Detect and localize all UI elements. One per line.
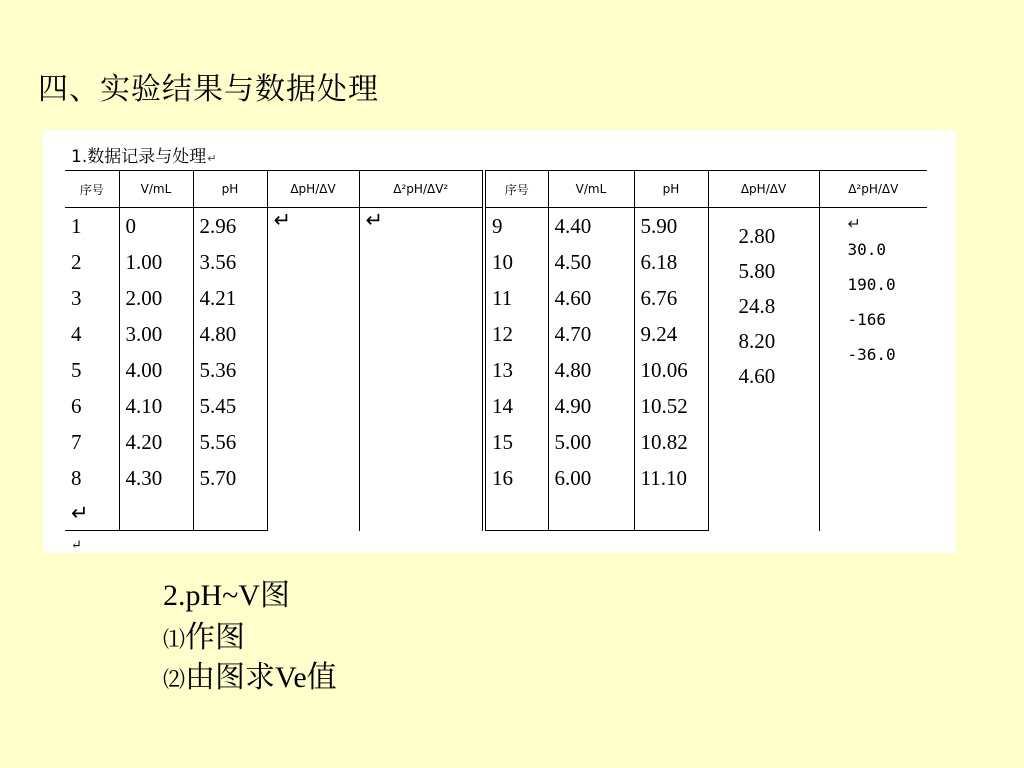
slide-title: 四、实验结果与数据处理 — [38, 72, 379, 107]
table-cell: ↵ — [267, 208, 359, 531]
table-cell: 6.76 — [634, 280, 708, 316]
table-cell: 10.06 — [634, 352, 708, 388]
header-cell: 序号 — [484, 171, 548, 208]
table-cell: 0 — [119, 208, 193, 245]
table-cell: 4.90 — [548, 388, 634, 424]
table-cell: ↵ — [359, 208, 484, 531]
table-cell: 4.00 — [119, 352, 193, 388]
table-cell: 4.50 — [548, 244, 634, 280]
table-cell: 5.00 — [548, 424, 634, 460]
table-cell: 4.80 — [193, 316, 267, 352]
table-cell: 4.20 — [119, 424, 193, 460]
table-cell: 7 — [65, 424, 119, 460]
header-cell: pH — [193, 171, 267, 208]
header-cell: ΔpH/ΔV — [708, 171, 819, 208]
table-cell: 4.60 — [548, 280, 634, 316]
data-table — [65, 170, 927, 531]
second-derivative-value: -36.0 — [847, 345, 896, 364]
item-text: 作图 — [185, 621, 246, 654]
first-derivative-cell — [708, 208, 819, 531]
first-derivative-value: 24.8 — [738, 294, 776, 318]
second-derivative-cell — [819, 208, 927, 531]
table-cell: 5.45 — [193, 388, 267, 424]
table-cell: 4 — [65, 316, 119, 352]
table-cell: 4.30 — [119, 460, 193, 496]
return-mark: ↵ — [847, 216, 861, 233]
table-cell: 11 — [484, 280, 548, 316]
table-cell: 5.36 — [193, 352, 267, 388]
table-cell: 2.00 — [119, 280, 193, 316]
table-cell: 2.96 — [193, 208, 267, 245]
table-cell — [484, 496, 548, 531]
second-derivative-value: -166 — [847, 310, 887, 329]
table-cell: 2 — [65, 244, 119, 280]
table-caption — [71, 142, 216, 167]
table-cell — [193, 496, 267, 531]
header-cell: 序号 — [65, 171, 119, 208]
header-cell: V/mL — [119, 171, 193, 208]
return-mark: ↵ — [207, 152, 217, 165]
table-cell: 4.21 — [193, 280, 267, 316]
table-cell: 4.70 — [548, 316, 634, 352]
table-cell: 5.56 — [193, 424, 267, 460]
table-cell: 1.00 — [119, 244, 193, 280]
table-row — [65, 208, 927, 245]
second-derivative-value: 190.0 — [847, 275, 896, 294]
first-derivative-value: 4.60 — [738, 364, 776, 388]
table-cell: 3.00 — [119, 316, 193, 352]
return-mark: ↵ — [71, 538, 82, 553]
table-cell: 4.80 — [548, 352, 634, 388]
table-cell: 5.70 — [193, 460, 267, 496]
section-item-1 — [163, 612, 245, 656]
table-cell: 6.00 — [548, 460, 634, 496]
table-cell: 5 — [65, 352, 119, 388]
data-table-image — [43, 130, 956, 553]
table-cell: 10 — [484, 244, 548, 280]
table-cell: 11.10 — [634, 460, 708, 496]
table-cell: 6 — [65, 388, 119, 424]
header-cell: pH — [634, 171, 708, 208]
section-item-2 — [163, 652, 337, 696]
item-number: ⑵ — [163, 667, 186, 692]
table-cell: 12 — [484, 316, 548, 352]
table-cell: 1 — [65, 208, 119, 245]
table-cell: 8 — [65, 460, 119, 496]
table-cell: 6.18 — [634, 244, 708, 280]
table-cell: 4.10 — [119, 388, 193, 424]
table-caption-text: 1.数据记录与处理 — [71, 147, 207, 167]
table-cell: 10.82 — [634, 424, 708, 460]
header-cell: ΔpH/ΔV — [267, 171, 359, 208]
table-cell: 15 — [484, 424, 548, 460]
first-derivative-value: 8.20 — [738, 329, 776, 353]
header-cell: V/mL — [548, 171, 634, 208]
table-cell: 9.24 — [634, 316, 708, 352]
first-derivative-value: 2.80 — [738, 224, 776, 248]
table-cell: 3.56 — [193, 244, 267, 280]
table-cell: 10.52 — [634, 388, 708, 424]
table-cell — [634, 496, 708, 531]
first-derivative-value: 5.80 — [738, 259, 776, 283]
table-cell: 16 — [484, 460, 548, 496]
item-text: 由图求Ve值 — [185, 661, 337, 694]
section-heading: 2.pH~V图 — [163, 579, 291, 612]
table-cell — [548, 496, 634, 531]
table-cell: ↵ — [65, 496, 119, 531]
second-derivative-value: 30.0 — [847, 240, 887, 259]
table-cell: 5.90 — [634, 208, 708, 245]
table-cell: 9 — [484, 208, 548, 245]
item-number: ⑴ — [163, 627, 186, 652]
table-cell: 13 — [484, 352, 548, 388]
header-cell: Δ²pH/ΔV — [819, 171, 927, 208]
header-row — [65, 171, 927, 208]
table-cell: 4.40 — [548, 208, 634, 245]
table-cell: 14 — [484, 388, 548, 424]
table-cell: 3 — [65, 280, 119, 316]
table-cell — [119, 496, 193, 531]
header-cell: Δ²pH/ΔV² — [359, 171, 484, 208]
